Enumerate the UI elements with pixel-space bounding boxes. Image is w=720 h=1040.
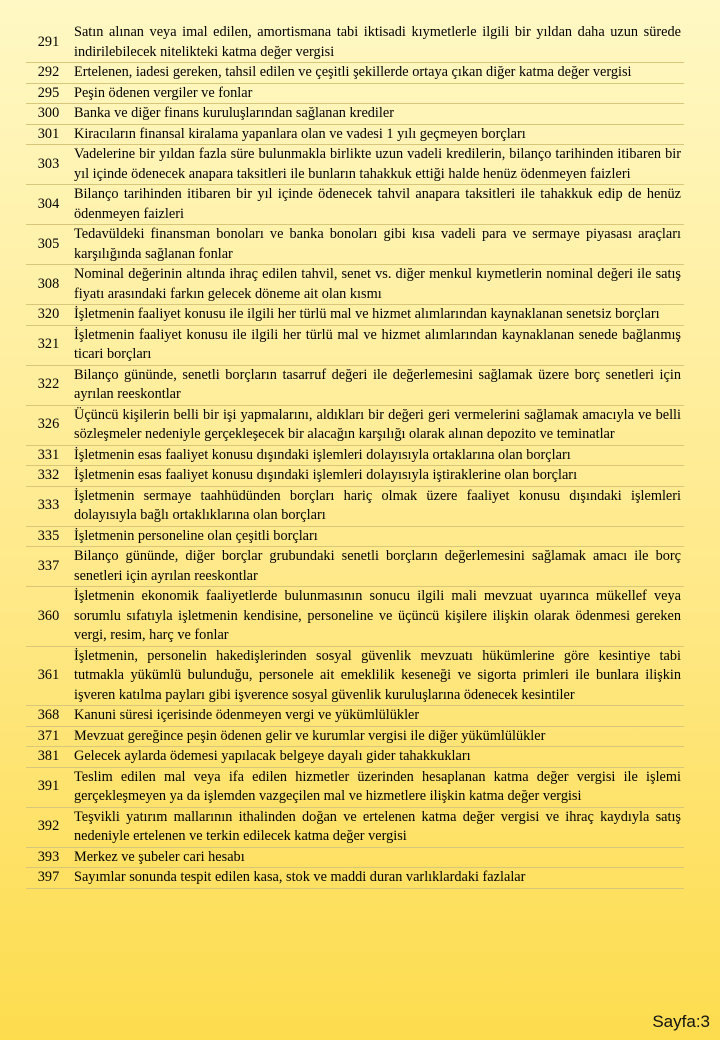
account-code: 335 xyxy=(26,526,71,547)
table-row xyxy=(26,807,684,847)
account-description: İşletmenin faaliyet konusu ile ilgili her türlü mal ve hizmet alımlarından kaynaklanan senetsiz borçları xyxy=(71,305,684,326)
table-row xyxy=(26,365,684,405)
table-row xyxy=(26,847,684,868)
account-code: 368 xyxy=(26,706,71,727)
account-code: 321 xyxy=(26,325,71,365)
table-row xyxy=(26,547,684,587)
table-row xyxy=(26,325,684,365)
account-code: 320 xyxy=(26,305,71,326)
account-code: 371 xyxy=(26,726,71,747)
account-code: 291 xyxy=(26,23,71,63)
table-row xyxy=(26,124,684,145)
account-codes-table-wrap xyxy=(26,23,684,889)
account-description: Bilanço gününde, senetli borçların tasarruf değeri ile değerlemesini sağlamak üzere borç senetleri için ayrılan reeskontlar xyxy=(71,365,684,405)
account-code: 360 xyxy=(26,587,71,647)
account-code: 292 xyxy=(26,63,71,84)
account-description: Bilanço gününde, diğer borçlar grubundaki senetli borçların değerlemesini sağlamak amacı ile borç senetleri için ayrılan reeskontlar xyxy=(71,547,684,587)
account-description: Nominal değerinin altında ihraç edilen tahvil, senet vs. diğer menkul kıymetlerin nominal değeri ile satış fiyatı arasındaki farkın gelecek döneme ait olan kısmı xyxy=(71,265,684,305)
account-code: 303 xyxy=(26,145,71,185)
account-description: Teşvikli yatırım mallarının ithalinden doğan ve ertelenen katma değer vergisi ve ihraç kaydıyla satış nedeniyle ertelenen ve terkin edilecek katma değer vergisi xyxy=(71,807,684,847)
account-description: Kiracıların finansal kiralama yapanlara olan ve vadesi 1 yılı geçmeyen borçları xyxy=(71,124,684,145)
account-description: İşletmenin esas faaliyet konusu dışındaki işlemleri dolayısıyla ortaklarına olan borçları xyxy=(71,445,684,466)
account-description: Vadelerine bir yıldan fazla süre bulunmakla birlikte uzun vadeli kredilerin, bilanço tarihinden itibaren bir yıl içinde ödenecek anapara taksitleri ile bunların tahakkuk ettiği halde henüz ödenmeyen faizleri xyxy=(71,145,684,185)
account-code: 391 xyxy=(26,767,71,807)
account-code: 308 xyxy=(26,265,71,305)
table-row xyxy=(26,646,684,706)
table-row xyxy=(26,466,684,487)
account-code: 300 xyxy=(26,104,71,125)
account-code: 305 xyxy=(26,225,71,265)
table-row xyxy=(26,767,684,807)
account-code: 337 xyxy=(26,547,71,587)
table-row xyxy=(26,63,684,84)
account-description: Gelecek aylarda ödemesi yapılacak belgeye dayalı gider tahakkukları xyxy=(71,747,684,768)
account-description: Kanuni süresi içerisinde ödenmeyen vergi ve yükümlülükler xyxy=(71,706,684,727)
table-row xyxy=(26,706,684,727)
table-row xyxy=(26,225,684,265)
table-row xyxy=(26,145,684,185)
account-code: 393 xyxy=(26,847,71,868)
table-row xyxy=(26,747,684,768)
account-description: İşletmenin sermaye taahhüdünden borçları hariç olmak üzere faaliyet konusu dışındaki işlemleri dolayısıyla bağlı ortaklıklarına olan borçları xyxy=(71,486,684,526)
account-code: 392 xyxy=(26,807,71,847)
account-codes-table xyxy=(26,23,684,889)
account-description: İşletmenin personeline olan çeşitli borçları xyxy=(71,526,684,547)
table-row xyxy=(26,104,684,125)
account-description: Ertelenen, iadesi gereken, tahsil edilen ve çeşitli şekillerde ortaya çıkan diğer katma değer vergisi xyxy=(71,63,684,84)
account-description: Teslim edilen mal veya ifa edilen hizmetler üzerinden hesaplanan katma değer vergisi ile işlemi gerçekleşmeyen ya da işlemden vazgeçilen mal ve hizmetlere ilişkin katma değer vergisi xyxy=(71,767,684,807)
table-row xyxy=(26,587,684,647)
table-row xyxy=(26,868,684,889)
account-description: İşletmenin faaliyet konusu ile ilgili her türlü mal ve hizmet alımlarından kaynaklanan senede bağlanmış ticari borçları xyxy=(71,325,684,365)
account-code: 326 xyxy=(26,405,71,445)
table-row xyxy=(26,23,684,63)
account-description: Tedavüldeki finansman bonoları ve banka bonoları gibi kısa vadeli para ve sermaye piyasası araçları karşılığında sağlanan fonlar xyxy=(71,225,684,265)
account-description: Banka ve diğer finans kuruluşlarından sağlanan krediler xyxy=(71,104,684,125)
account-description: Satın alınan veya imal edilen, amortismana tabi iktisadi kıymetlerle ilgili bir yıldan daha uzun sürede indirilebilecek nitelikteki katma değer vergisi xyxy=(71,23,684,63)
account-description: İşletmenin ekonomik faaliyetlerde bulunmasının sonucu ilgili mali mevzuat uyarınca mükellef veya sorumlu sıfatıyla işletmenin kendisine, personeline ve üçüncü kişilere ilişkin olarak ödenmesi gereken vergi, resim, harç ve fonlar xyxy=(71,587,684,647)
account-codes-body xyxy=(26,23,684,888)
table-row xyxy=(26,83,684,104)
account-description: Peşin ödenen vergiler ve fonlar xyxy=(71,83,684,104)
account-code: 332 xyxy=(26,466,71,487)
account-description: Sayımlar sonunda tespit edilen kasa, stok ve maddi duran varlıklardaki fazlalar xyxy=(71,868,684,889)
table-row xyxy=(26,305,684,326)
account-code: 295 xyxy=(26,83,71,104)
account-code: 304 xyxy=(26,185,71,225)
account-description: Üçüncü kişilerin belli bir işi yapmalarını, aldıkları bir değeri geri vermelerini sağlamak amacıyla ve belli sözleşmeler nedeniyle gerçekleşecek bir alacağın karşılığı olarak alınan depozito ve teminatlar xyxy=(71,405,684,445)
account-code: 381 xyxy=(26,747,71,768)
account-code: 361 xyxy=(26,646,71,706)
table-row xyxy=(26,726,684,747)
table-row xyxy=(26,526,684,547)
account-description: Merkez ve şubeler cari hesabı xyxy=(71,847,684,868)
table-row xyxy=(26,405,684,445)
table-row xyxy=(26,445,684,466)
account-code: 397 xyxy=(26,868,71,889)
table-row xyxy=(26,486,684,526)
page-number: Sayfa:3 xyxy=(652,1012,710,1031)
table-row xyxy=(26,185,684,225)
account-code: 333 xyxy=(26,486,71,526)
account-code: 301 xyxy=(26,124,71,145)
account-description: İşletmenin esas faaliyet konusu dışındaki işlemleri dolayısıyla iştiraklerine olan borçları xyxy=(71,466,684,487)
account-description: Mevzuat gereğince peşin ödenen gelir ve kurumlar vergisi ile diğer yükümlülükler xyxy=(71,726,684,747)
account-description: Bilanço tarihinden itibaren bir yıl içinde ödenecek tahvil anapara taksitleri ile tahakkuk edip de henüz ödenmeyen faizleri xyxy=(71,185,684,225)
account-code: 322 xyxy=(26,365,71,405)
account-code: 331 xyxy=(26,445,71,466)
account-description: İşletmenin, personelin hakedişlerinden sosyal güvenlik mevzuatı hükümlerine göre kesintiye tabi tutmakla yükümlü bulunduğu, personele ait emeklilik keseneği ve sigorta primleri ile bunlara ilişkin işveren katılma payları gibi işverence sosyal güvenlik kuruluşlarına ödenecek kesintiler xyxy=(71,646,684,706)
table-row xyxy=(26,265,684,305)
